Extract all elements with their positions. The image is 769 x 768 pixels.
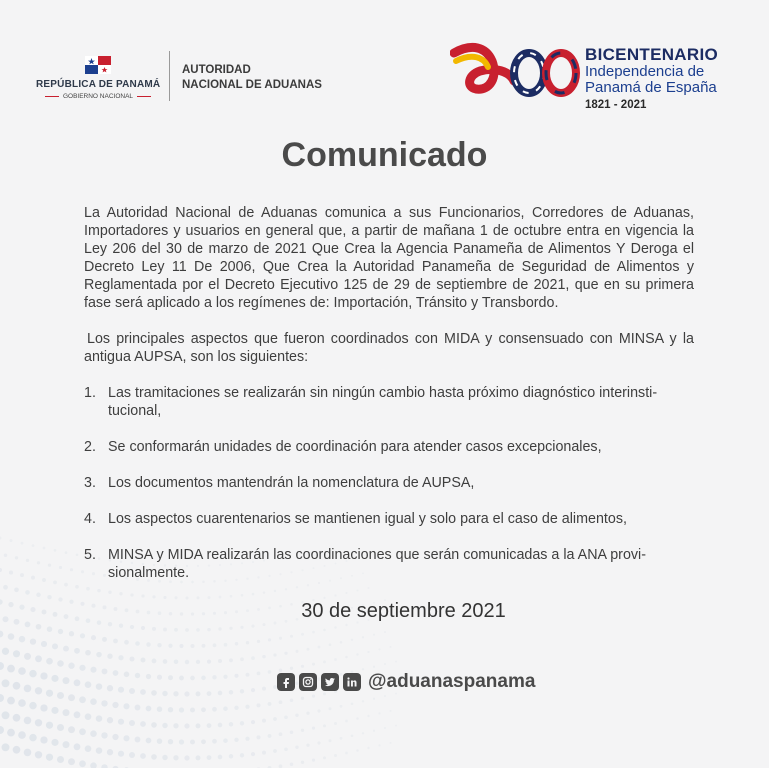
social-links [277, 671, 535, 693]
page-title: Comunicado [281, 136, 488, 174]
list-item-text: Se conformarán unidades de coordinación para atender casos excepcionales, [108, 439, 602, 455]
communique-date: 30 de septiembre 2021 [301, 600, 506, 622]
list-item [84, 510, 694, 528]
list-item [84, 438, 694, 456]
list-item-text: MINSA y MIDA realizarán las coordinaciones que serán comunicadas a la ANA provi-sionalmente. [108, 547, 646, 581]
communique-body [84, 204, 694, 582]
list-item-number: 2. [84, 439, 96, 455]
list-item-text: Las tramitaciones se realizarán sin ningún cambio hasta próximo diagnóstico interinsti-tucional, [108, 385, 658, 419]
list-item [84, 384, 694, 420]
list-item-number: 3. [84, 475, 96, 491]
bicentenario-ribbon-icon [450, 41, 582, 103]
list-item-number: 5. [84, 547, 96, 563]
linkedin-icon[interactable] [343, 673, 361, 691]
agency-name [182, 63, 322, 93]
instagram-icon[interactable] [299, 673, 317, 691]
list-item-text: Los aspectos cuarentenarios se mantienen igual y solo para el caso de alimentos, [108, 511, 627, 527]
social-handle[interactable]: @aduanaspanama [368, 671, 536, 692]
header-divider [169, 51, 170, 101]
list-item [84, 546, 694, 582]
twitter-icon[interactable] [321, 673, 339, 691]
agency-line-2: NACIONAL DE ADUANAS [182, 79, 322, 91]
panama-flag-icon [85, 56, 111, 74]
list-item [84, 474, 694, 492]
intro-paragraph: La Autoridad Nacional de Aduanas comunica a sus Funcionarios, Corredores de Aduanas, Importadores y usuarios en general que, a partir de mañana 1 de octubre entra en vigencia la Ley 206 del 30 de marzo de 2021 Que Crea la Agencia Panameña de Alimentos Y Deroga el Decreto Ley 11 De 2006, Que Crea la Autoridad Panameña de Seguridad de Alimentos y Reglamentada por el Decreto Ejecutivo 125 de 29 de septiembre de 2021, que en su primera fase será aplicado a los regímenes de: Importación, Tránsito y Transbordo. [84, 205, 694, 311]
bicentenario-title: BICENTENARIO [585, 45, 718, 64]
list-item-text: Los documentos mantendrán la nomenclatura de AUPSA, [108, 475, 475, 491]
bicentenario-years: 1821 - 2021 [585, 99, 647, 111]
agency-line-1: AUTORIDAD [182, 64, 251, 76]
bicentenario-line-2: Independencia de [585, 63, 705, 80]
aspects-paragraph: Los principales aspectos que fueron coordinados con MIDA y consensuado con MINSA y la antigua AUPSA, son los siguientes: [84, 331, 694, 365]
gov-subtitle: GOBIERNO NACIONAL [36, 93, 160, 100]
bicentenario-line-3: Panamá de España [585, 79, 717, 96]
gobierno-logo [36, 56, 160, 100]
list-item-number: 4. [84, 511, 96, 527]
bicentenario-logo [585, 45, 718, 111]
list-item-number: 1. [84, 385, 96, 401]
facebook-icon[interactable] [277, 673, 295, 691]
gov-name: REPÚBLICA DE PANAMÁ [36, 79, 161, 90]
